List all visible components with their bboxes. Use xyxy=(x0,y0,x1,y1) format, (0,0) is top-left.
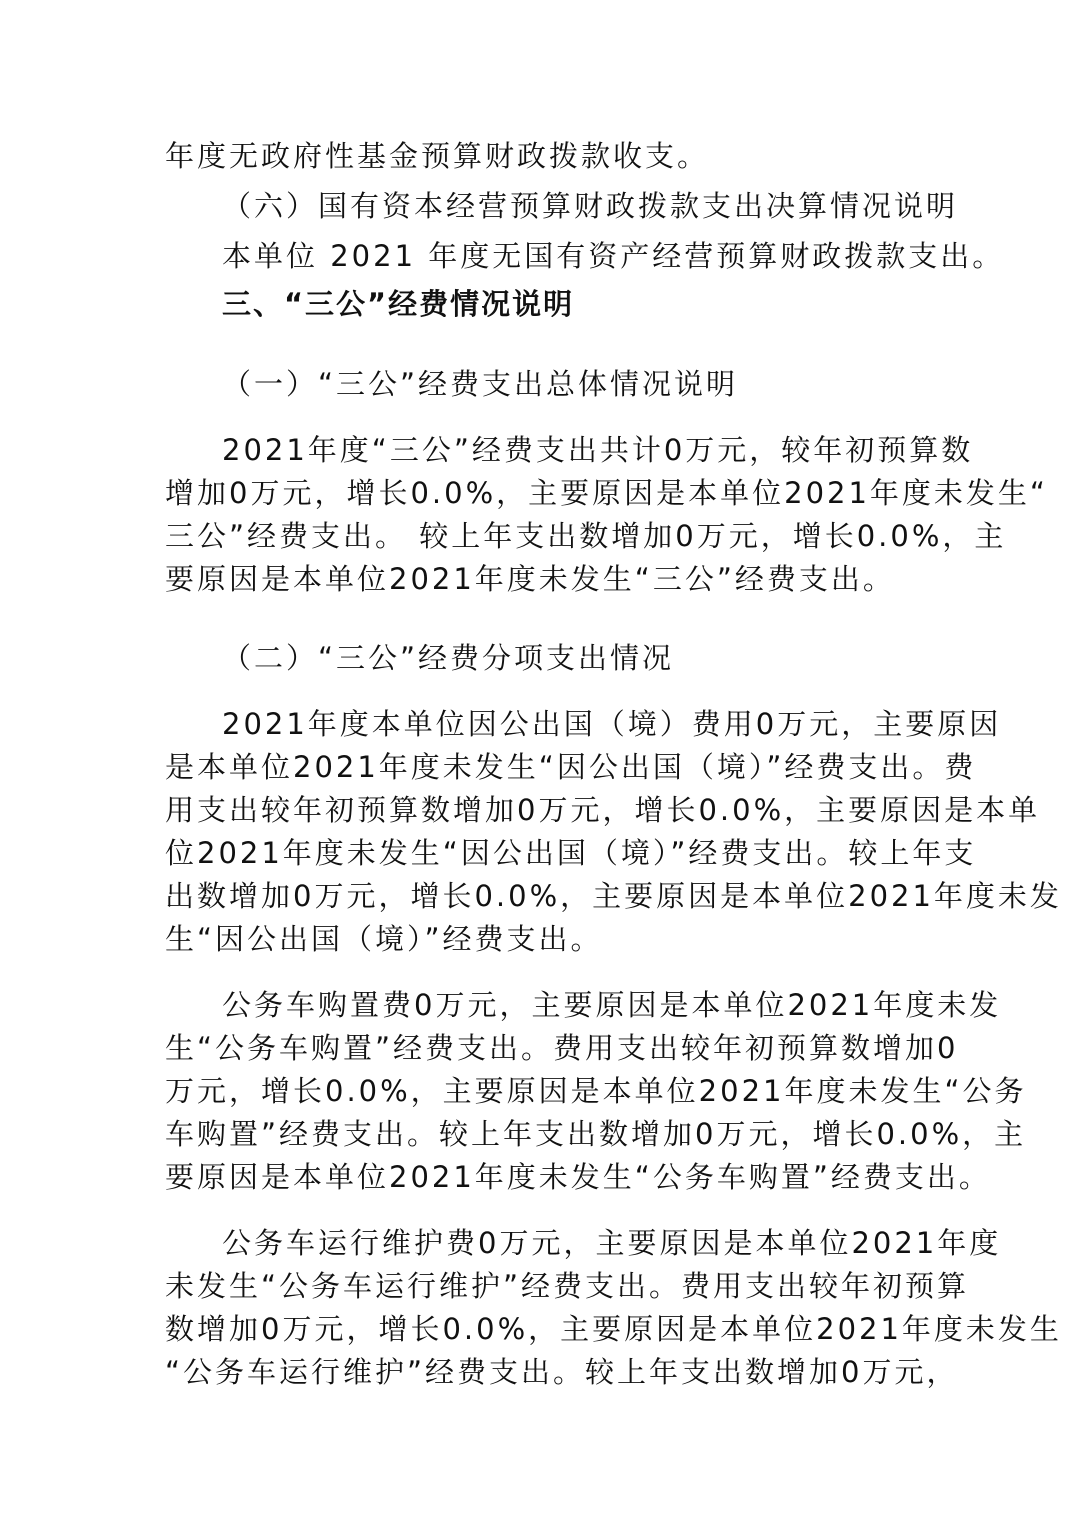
text-line: 未发生“公务车运行维护”经费支出。费用支出较年初预算 xyxy=(165,1269,970,1303)
text-line: 要原因是本单位2021年度未发生“公务车购置”经费支出。 xyxy=(165,1160,991,1194)
text-line: 是本单位2021年度未发生“因公出国（境）”经费支出。费 xyxy=(165,750,977,784)
text-line: 增加0万元，增长0.0%，主要原因是本单位2021年度未发生“ xyxy=(165,476,1048,510)
text-line: 公务车购置费0万元，主要原因是本单位2021年度未发 xyxy=(222,988,1002,1022)
text-line: 万元，增长0.0%，主要原因是本单位2021年度未发生“公务 xyxy=(165,1074,1027,1108)
text-line: 三公”经费支出。 较上年支出数增加0万元，增长0.0%，主 xyxy=(165,519,1007,553)
text-line: 公务车运行维护费0万元，主要原因是本单位2021年度 xyxy=(222,1226,1002,1260)
text-line: “公务车运行维护”经费支出。较上年支出数增加0万元， xyxy=(165,1355,959,1389)
text-line: 位2021年度未发生“因公出国（境）”经费支出。较上年支 xyxy=(165,836,977,870)
section-heading: 三、“三公”经费情况说明 xyxy=(222,287,575,321)
text-line: 生“因公出国（境）”经费支出。 xyxy=(165,922,603,956)
text-line: 2021年度本单位因公出国（境）费用0万元，主要原因 xyxy=(222,707,1002,741)
text-line: 生“公务车购置”经费支出。费用支出较年初预算数增加0 xyxy=(165,1031,959,1065)
text-line: 要原因是本单位2021年度未发生“三公”经费支出。 xyxy=(165,562,895,596)
subsection-heading: （六）国有资本经营预算财政拨款支出决算情况说明 xyxy=(222,189,959,223)
text-line: 2021年度“三公”经费支出共计0万元，较年初预算数 xyxy=(222,433,974,467)
subsection-heading: （二）“三公”经费分项支出情况 xyxy=(222,641,675,675)
subsection-heading: （一）“三公”经费支出总体情况说明 xyxy=(222,367,739,401)
text-line: 数增加0万元，增长0.0%，主要原因是本单位2021年度未发生 xyxy=(165,1312,1062,1346)
text-line: 用支出较年初预算数增加0万元，增长0.0%，主要原因是本单 xyxy=(165,793,1041,827)
text-line: 本单位 2021 年度无国有资产经营预算财政拨款支出。 xyxy=(222,239,1005,273)
text-line: 车购置”经费支出。较上年支出数增加0万元，增长0.0%，主 xyxy=(165,1117,1027,1151)
text-line: 年度无政府性基金预算财政拨款收支。 xyxy=(165,139,710,173)
text-line: 出数增加0万元，增长0.0%，主要原因是本单位2021年度未发 xyxy=(165,879,1062,913)
